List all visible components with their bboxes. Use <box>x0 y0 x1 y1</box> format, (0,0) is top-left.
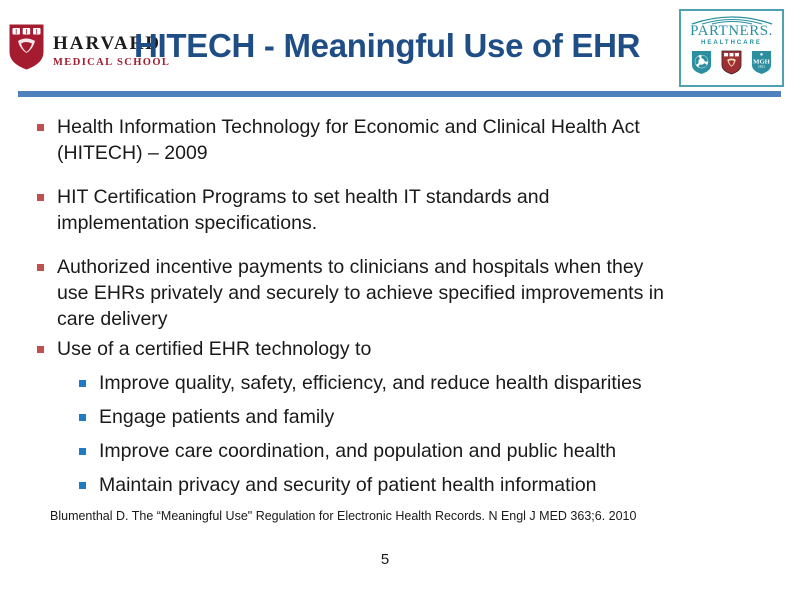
bullet-square-icon <box>37 264 44 271</box>
bullet-list <box>36 114 758 506</box>
bullet-text: Use of a certified EHR technology to <box>57 338 372 360</box>
bullet-text: Improve quality, safety, efficiency, and reduce health disparities <box>99 372 642 394</box>
bullet-text: Engage patients and family <box>99 406 335 428</box>
sub-bullet-item <box>78 472 758 498</box>
partners-shield-harvard-icon <box>721 50 742 75</box>
harvard-name: HARVARD <box>53 33 161 54</box>
bullet-square-icon <box>37 346 44 353</box>
bullet-item <box>36 184 758 236</box>
harvard-shield-icon <box>8 23 45 71</box>
svg-text:MGH: MGH <box>753 58 770 66</box>
partners-name: PARTNERS. <box>690 23 773 39</box>
bullet-text: HIT Certification Programs to set health IT standards and implementation specifications. <box>57 186 550 234</box>
bullet-square-icon <box>79 448 86 455</box>
partners-subtitle: HEALTHCARE <box>701 40 762 46</box>
citation-text: Blumenthal D. The “Meaningful Use" Regulation for Electronic Health Records. N Engl J MED 363;6. 2010 <box>50 509 637 523</box>
svg-text:1811: 1811 <box>757 65 766 70</box>
bullet-square-icon <box>79 414 86 421</box>
partners-shield-swirl-icon <box>691 50 712 75</box>
bullet-text: Improve care coordination, and population and public health <box>99 440 617 462</box>
bullet-item <box>36 114 758 166</box>
sub-bullet-item <box>78 370 758 396</box>
bullet-item <box>36 254 758 332</box>
page-number: 5 <box>380 551 390 568</box>
sub-bullet-item <box>78 438 758 464</box>
bullet-square-icon <box>79 482 86 489</box>
partners-shield-mgh-icon <box>751 50 772 75</box>
bullet-square-icon <box>79 380 86 387</box>
title-divider-rule <box>18 91 781 97</box>
bullet-item <box>36 336 758 362</box>
bullet-text: Maintain privacy and security of patient health information <box>99 474 597 496</box>
partners-shields <box>691 50 772 75</box>
bullet-square-icon <box>37 194 44 201</box>
bullet-square-icon <box>37 124 44 131</box>
sub-bullet-item <box>78 404 758 430</box>
bullet-text: Health Information Technology for Economic and Clinical Health Act (HITECH) – 2009 <box>57 116 640 164</box>
harvard-subtitle: MEDICAL SCHOOL <box>53 57 171 68</box>
page-title: HITECH - Meaningful Use of EHR <box>134 27 641 64</box>
bullet-text: Authorized incentive payments to clinicians and hospitals when they use EHRs privately and securely to achieve specified improvements in care delivery <box>57 256 664 330</box>
partners-healthcare-logo <box>679 9 784 87</box>
